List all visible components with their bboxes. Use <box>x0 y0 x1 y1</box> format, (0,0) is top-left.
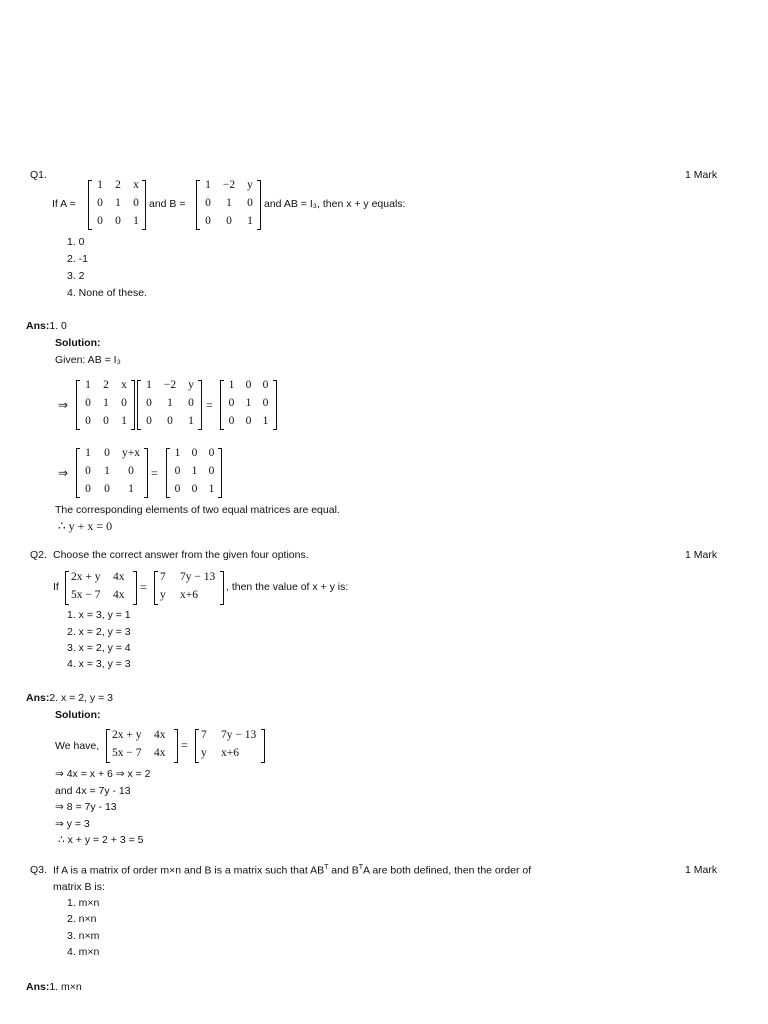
q1-stem-and: and B = <box>149 198 186 210</box>
q2-step-4: ⇒ y = 3 <box>55 818 90 830</box>
q2-sol-lhs-matrix: 2x + y 4x 5x − 7 4x <box>112 729 166 759</box>
q1-implies-1: ⇒ <box>58 398 69 412</box>
q2-solution-label: Solution: <box>55 709 101 721</box>
q1-sol-identity-2: 1 0 0 0 1 0 0 0 1 <box>174 447 215 495</box>
q1-matrix-b-right-bracket <box>257 180 261 230</box>
q1-given: Given: AB = I₃ <box>55 354 121 366</box>
q1-marks: 1 Mark <box>685 169 718 181</box>
q1-product-right-bracket <box>144 448 148 498</box>
q1-number: Q1. <box>30 169 47 181</box>
q1-option-3: 3. 2 <box>67 270 85 282</box>
q3-stem-line2: matrix B is: <box>53 881 105 893</box>
q2-lhs-right-bracket <box>133 571 137 605</box>
q2-step-2: and 4x = 7y - 13 <box>55 785 131 797</box>
q1-matrix-a-right-bracket <box>142 180 146 230</box>
q3-answer: Ans:1. m×n <box>26 981 82 993</box>
q1-equal-statement: The corresponding elements of two equal matrices are equal. <box>55 504 340 516</box>
q1-solution-label: Solution: <box>55 337 101 349</box>
q2-option-3: 3. x = 2, y = 4 <box>67 642 131 654</box>
q1-product-matrix: 1 0 y+x 0 1 0 0 0 1 <box>85 447 140 495</box>
q2-option-1: 1. x = 3, y = 1 <box>67 609 131 621</box>
q2-sol-lhs-right-bracket <box>174 729 178 763</box>
q2-option-2: 2. x = 2, y = 3 <box>67 626 131 638</box>
q1-sol-matrix-a: 1 2 x 0 1 0 0 0 1 <box>85 379 127 427</box>
q1-sol-i-right-bracket <box>273 380 277 430</box>
q2-step-3: ⇒ 8 = 7y - 13 <box>55 801 117 813</box>
q3-number: Q3. <box>30 864 47 876</box>
q2-option-4: 4. x = 3, y = 3 <box>67 658 131 670</box>
q2-rhs-right-bracket <box>220 571 224 605</box>
q2-number: Q2. <box>30 549 47 561</box>
q1-matrix-b: 1 −2 y 0 1 0 0 0 1 <box>205 179 253 227</box>
q1-sol-a-right-bracket <box>131 380 135 430</box>
q2-stem: Choose the correct answer from the given four options. <box>53 549 309 561</box>
q1-sol-identity-1: 1 0 0 0 1 0 0 0 1 <box>228 379 269 427</box>
q1-answer: Ans:1. 0 <box>26 320 67 332</box>
q2-we-have: We have, <box>55 740 100 752</box>
q1-option-1: 1. 0 <box>67 236 85 248</box>
q2-sol-rhs-matrix: 7 7y − 13 y x+6 <box>201 729 257 759</box>
q1-equals-2: = <box>151 466 158 480</box>
q3-option-4: 4. m×n <box>67 946 100 958</box>
q1-implies-2: ⇒ <box>58 466 69 480</box>
q2-equals: = <box>140 580 147 594</box>
q2-sol-equals: = <box>181 738 188 752</box>
q2-marks: 1 Mark <box>685 549 718 561</box>
q3-option-1: 1. m×n <box>67 897 100 909</box>
q2-sol-rhs-right-bracket <box>261 729 265 763</box>
q1-sol-matrix-b: 1 −2 y 0 1 0 0 0 1 <box>146 379 194 427</box>
q1-identity2-right-bracket <box>218 448 222 498</box>
q1-stem-tail: and AB = I₃, then x + y equals: <box>264 198 406 210</box>
q1-matrix-a: 1 2 x 0 1 0 0 0 1 <box>97 179 139 227</box>
q1-option-2: 2. -1 <box>67 253 89 265</box>
q2-lhs-matrix: 2x + y 4x 5x − 7 4x <box>71 571 125 601</box>
q2-stem-tail: , then the value of x + y is: <box>226 581 349 593</box>
q3-option-2: 2. n×n <box>67 913 97 925</box>
q2-step-1: ⇒ 4x = x + 6 ⇒ x = 2 <box>55 768 151 780</box>
q3-option-3: 3. n×m <box>67 930 100 942</box>
q1-therefore: ∴ y + x = 0 <box>58 519 113 533</box>
q1-sol-b-right-bracket <box>198 380 202 430</box>
q3-stem: If A is a matrix of order m×n and B is a matrix such that $AB^T$ and $B^TA$ are both defined, then the order of <box>53 864 532 877</box>
q3-marks: 1 Mark <box>685 864 718 876</box>
q2-step-5: ∴ x + y = 2 + 3 = 5 <box>58 834 144 846</box>
q2-if: If <box>53 581 59 593</box>
q2-rhs-matrix: 7 7y − 13 y x+6 <box>160 571 216 601</box>
q2-answer: Ans:2. x = 2, y = 3 <box>26 692 113 704</box>
q1-stem-if: If A = <box>52 198 76 210</box>
q1-option-4: 4. None of these. <box>67 287 147 299</box>
q1-equals-1: = <box>206 398 213 412</box>
